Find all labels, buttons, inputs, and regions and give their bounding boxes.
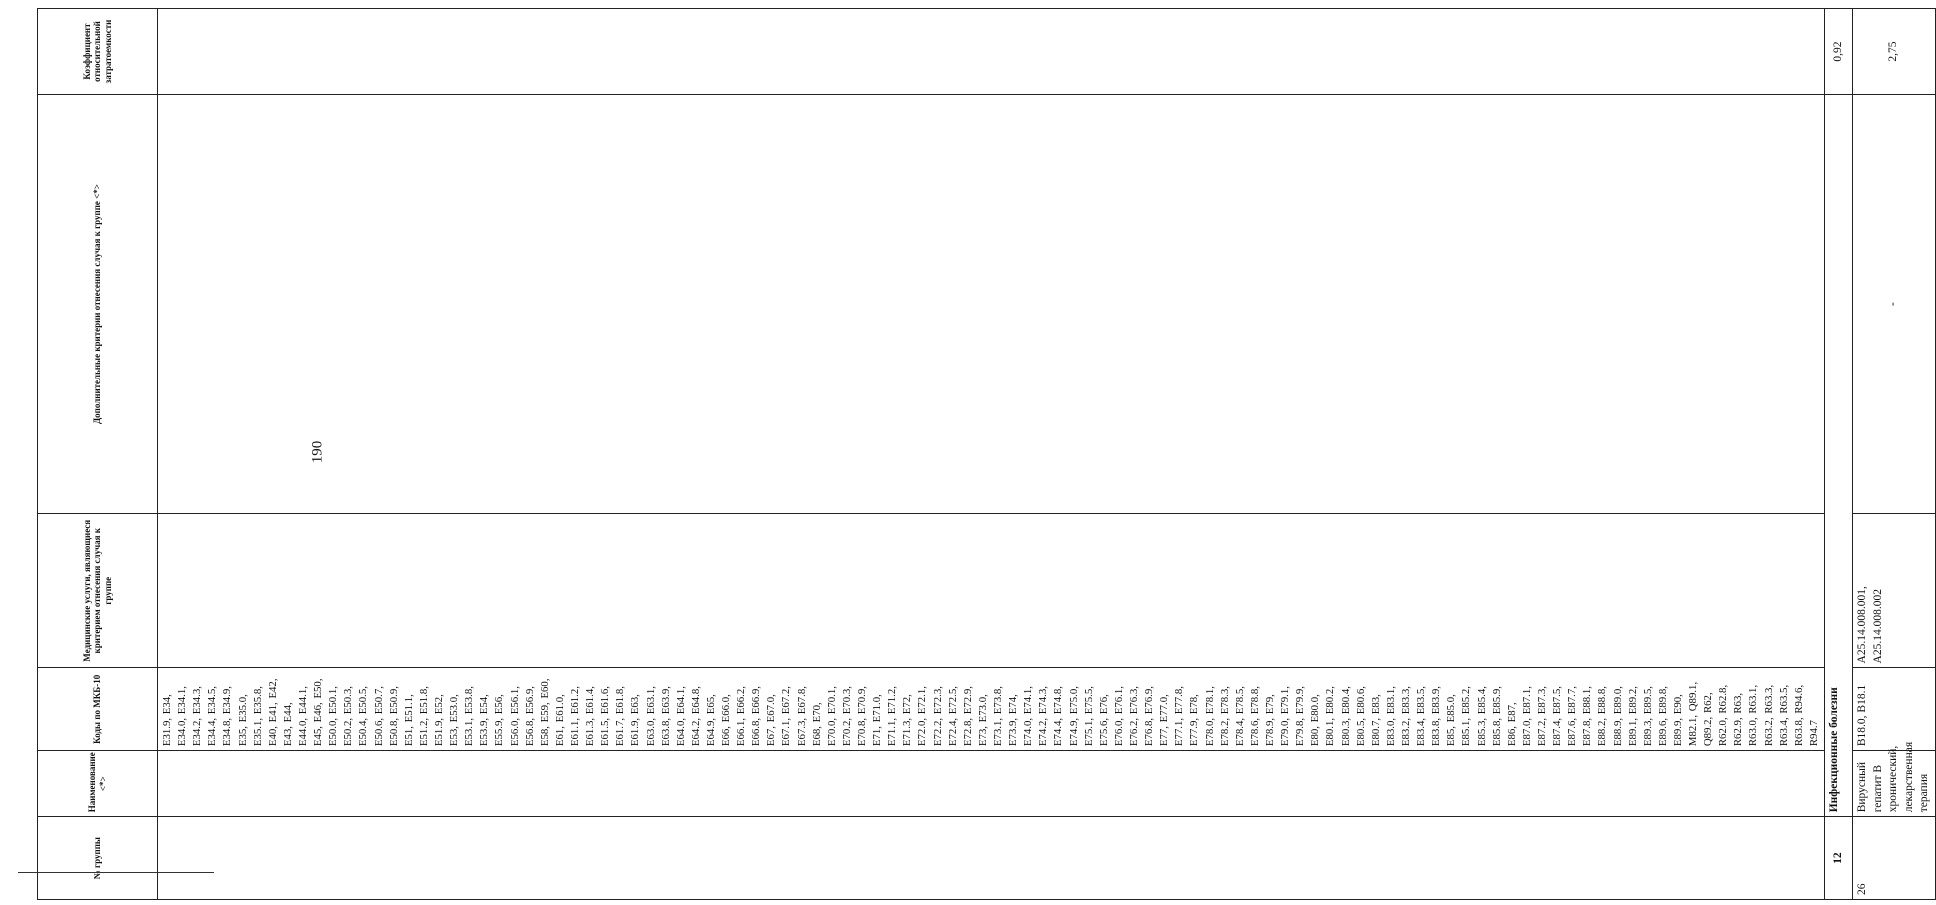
table-row xyxy=(158,9,1825,900)
cont-extra xyxy=(158,95,1825,514)
section-coef: 0,92 xyxy=(1825,9,1853,95)
header-num: № группы xyxy=(38,817,158,900)
table-container xyxy=(37,8,1931,900)
row-codes: B18.0, B18.1 xyxy=(1853,668,1936,751)
row-num: 26 xyxy=(1853,817,1936,900)
cont-num xyxy=(158,817,1825,900)
row-name: Вирусный гепатит B хронический, лекарственная терапия xyxy=(1853,751,1936,817)
header-services: Медицинские услуги, являющиеся критерием отнесения случая к группе xyxy=(38,514,158,668)
section-num: 12 xyxy=(1825,817,1853,900)
cont-coef xyxy=(158,9,1825,95)
row-extra: - xyxy=(1853,95,1936,514)
row-coef: 2,75 xyxy=(1853,9,1936,95)
section-title: Инфекционные болезни xyxy=(1825,95,1853,817)
section-row xyxy=(1825,9,1853,900)
cont-codes: E31.9, E34, E34.0, E34.1, E34.2, E34.3, E34.4, E34.5, E34.8, E34.9, E35, E35.0, E35.1, E35.8, E40, E41, E42, E43, E44, E44.0, E44.1, E45, E46, E50, E50.0, E50.1, E50.2, E50.3, E50.4, E50.5, E50.6, E50.7, E50.8, E50.9, E51, E51.1, E51.2, E51.8, E51.9, E52, E53, E53.0, E53.1, E53.8, E53.9, E54, E55.9, E56, E56.0, E56.1, E56.8, E56.9, E58, E59, E60, E61, E61.0, E61.1, E61.2, E61.3, E61.4, E61.5, E61.6, E61.7, E61.8, E61.9, E63, E63.0, E63.1, E63.8, E63.9, E64.0, E64.1, E64.2, E64.8, E64.9, E65, E66, E66.0, E66.1, E66.2, E66.8, E66.9, E67, E67.0, E67.1, E67.2, E67.3, E67.8, E68, E70, E70.0, E70.1, E70.2, E70.3, E70.8, E70.9, E71, E71.0, E71.1, E71.2, E71.3, E72, E72.0, E72.1, E72.2, E72.3, E72.4, E72.5, E72.8, E72.9, E73, E73.0, E73.1, E73.8, E73.9, E74, E74.0, E74.1, E74.2, E74.3, E74.4, E74.8, E74.9, E75.0, E75.1, E75.5, E75.6, E76, E76.0, E76.1, E76.2, E76.3, E76.8, E76.9, E77, E77.0, E77.1, E77.8, E77.9, E78, E78.0, E78.1, E78.2, E78.3, E78.4, E78.5, E78.6, E78.8, E78.9, E79, E79.0, E79.1, E79.8, E79.9, E80, E80.0, E80.1, E80.2, E80.3, E80.4, E80.5, E80.6, E80.7, E83, E83.0, E83.1, E83.2, E83.3, E83.4, E83.5, E83.8, E83.9, E85, E85.0, E85.1, E85.2, E85.3, E85.4, E85.8, E85.9, E86, E87, E87.0, E87.1, E87.2, E87.3, E87.4, E87.5, E87.6, E87.7, E87.8, E88.1, E88.2, E88.8, E88.9, E89.0, E89.1, E89.2, E89.3, E89.5, E89.6, E89.8, E89.9, E90, M82.1, Q89.1, Q89.2, R62, R62.0, R62.8, R62.9, R63, R63.0, R63.1, R63.2, R63.3, R63.4, R63.5, R63.8, R94.6, R94.7 xyxy=(158,668,1825,751)
ksg-table xyxy=(37,8,1936,900)
header-name: Наименование <*> xyxy=(38,751,158,817)
footnote-divider xyxy=(18,872,214,873)
page-number: 190 xyxy=(309,440,326,464)
cont-services xyxy=(158,514,1825,668)
cont-name xyxy=(158,751,1825,817)
row-services: A25.14.008.001, A25.14.008.002 xyxy=(1853,514,1936,668)
header-codes: Коды по МКБ-10 xyxy=(38,668,158,751)
header-extra: Дополнительные критерии отнесения случая к группе <*> xyxy=(38,95,158,514)
header-coef: Коэффициент относительной затратоемкости xyxy=(38,9,158,95)
table-row xyxy=(1853,9,1936,900)
header-row xyxy=(38,9,158,900)
